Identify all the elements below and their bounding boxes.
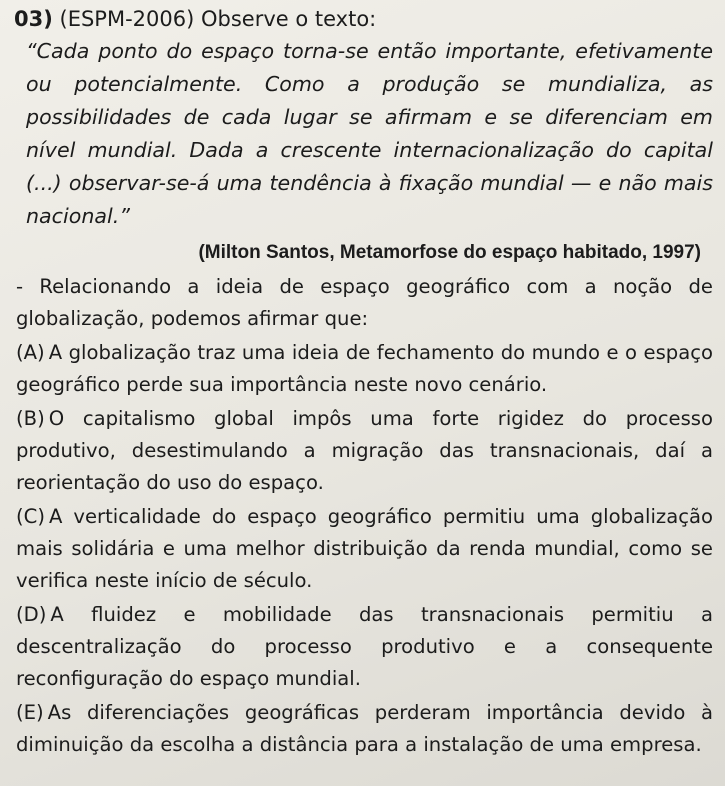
option-letter: (E) [16, 701, 44, 724]
option-text: O capitalismo global impôs uma forte rigidez do processo produtivo, desestimulando a migração das transnacionais, daí a reorientação do uso do espaço. [16, 407, 713, 494]
option-d[interactable] [16, 599, 713, 695]
option-b[interactable] [16, 403, 713, 499]
quoted-text: “Cada ponto do espaço torna-se então importante, efetivamente ou potencialmente. Como a produção se mundializa, as possibilidades de cada lugar se afirmam e se diferenciam em nível mundial. Dada a crescente internacionalização do capital (...) observar-se-á uma tendência à fixação mundial — e não mais nacional.” [26, 39, 713, 228]
option-letter: (B) [16, 407, 45, 430]
quote-citation: (Milton Santos, Metamorfose do espaço habitado, 1997) [198, 242, 701, 263]
option-text: A fluidez e mobilidade das transnacionais permitiu a descentralização do processo produtivo e a consequente reconfiguração do espaço mundial. [16, 603, 713, 690]
question-source-exam: (ESPM-2006) Observe o texto: [59, 7, 377, 31]
option-e[interactable] [16, 697, 713, 761]
option-letter: (D) [16, 603, 47, 626]
option-letter: (A) [16, 341, 45, 364]
option-text: A verticalidade do espaço geográfico permitiu uma globalização mais solidária e uma melhor distribuição da renda mundial, como se verifica neste início de século. [16, 505, 713, 592]
question-header [14, 6, 713, 33]
option-text: As diferenciações geográficas perderam importância devido à diminuição da escolha a distância para a instalação de uma empresa. [16, 701, 713, 756]
option-c[interactable] [16, 501, 713, 597]
question-number: 03) [14, 7, 53, 31]
option-a[interactable] [16, 337, 713, 401]
question-prompt: - Relacionando a ideia de espaço geográfico com a noção de globalização, podemos afirmar que: [16, 275, 713, 330]
option-text: A globalização traz uma ideia de fechamento do mundo e o espaço geográfico perde sua importância neste novo cenário. [16, 341, 713, 396]
option-letter: (C) [16, 505, 45, 528]
